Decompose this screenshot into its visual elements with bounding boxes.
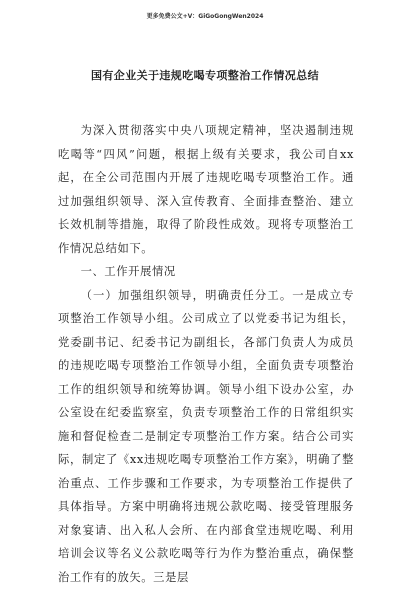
document-body <box>58 119 354 589</box>
document-title: 国有企业关于违规吃喝专项整治工作情况总结 <box>0 67 410 83</box>
section-heading: 一、工作开展情况 <box>58 260 354 284</box>
header-note: 更多免费公文+V：GiGoGongWen2024 <box>0 11 410 20</box>
body-paragraph: （一）加强组织领导，明确责任分工。一是成立专项整治工作领导小组。公司成立了以党委书记为组长，党委副书记、纪委书记为副组长，各部门负责人为成员的违规吃喝专项整治工作领导小组，全面负责专项整治工作的组织领导和统筹协调。领导小组下设办公室，办公室设在纪委监察室，负责专项整治工作的日常组织实施和督促检查二是制定专项整治工作方案。结合公司实际，制定了《xx违规吃喝专项整治工作方案》，明确了整治重点、工作步骤和工作要求，为专项整治工作提供了具体指导。方案中明确将违规公款吃喝、接受管理服务对象宴请、出入私人会所、在内部食堂违规吃喝、利用培训会议等名义公款吃喝等行为作为整治重点，确保整治工作有的放矢。三是层 <box>58 284 354 589</box>
intro-paragraph: 为深入贯彻落实中央八项规定精神，坚决遏制违规吃喝等“四风”问题，根据上级有关要求，我公司自xx起，在全公司范围内开展了违规吃喝专项整治工作。通过加强组织领导、深入宣传教育、全面排查整治、建立长效机制等措施，取得了阶段性成效。现将专项整治工作情况总结如下。 <box>58 119 354 260</box>
